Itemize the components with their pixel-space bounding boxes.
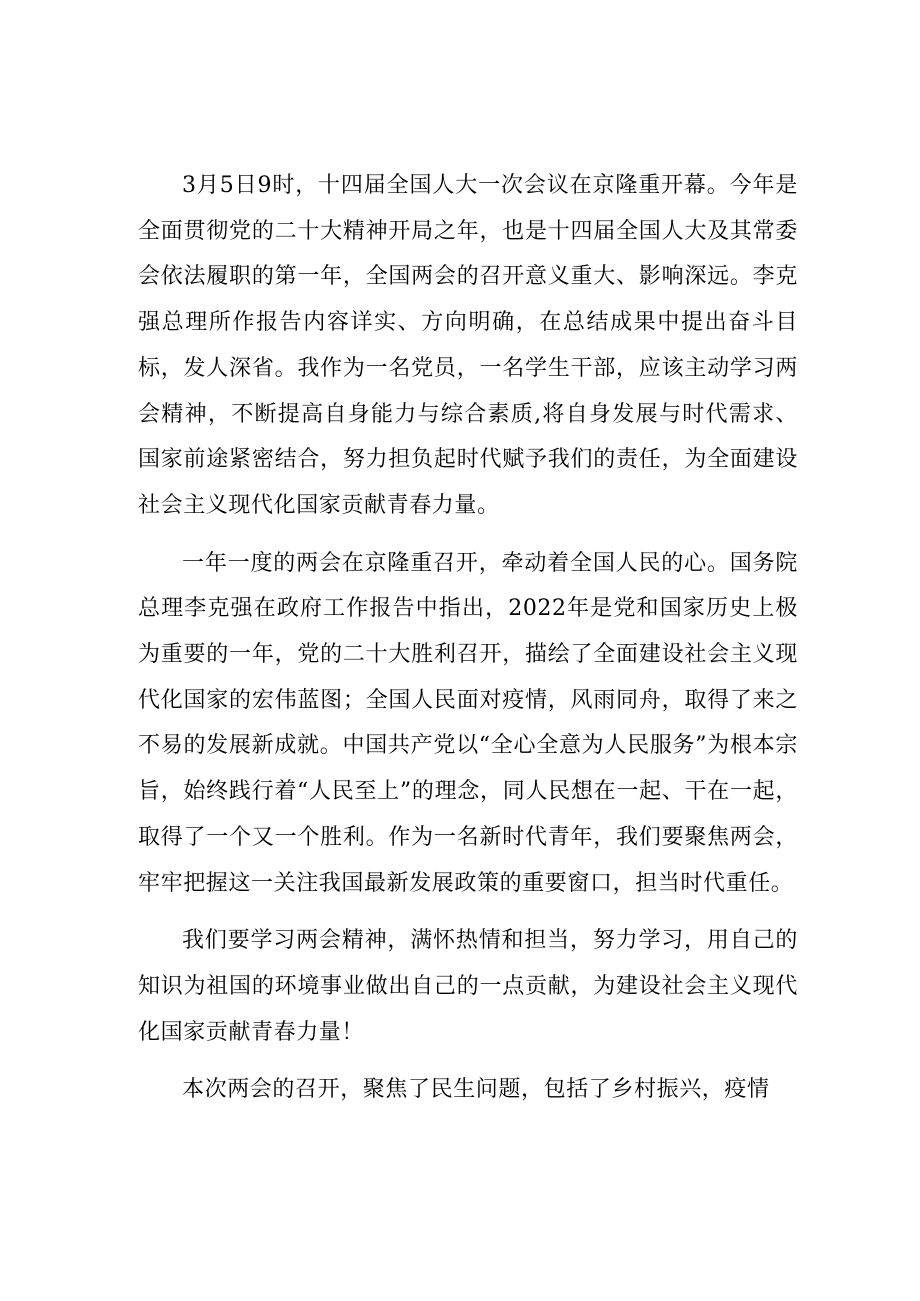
paragraph-4: 本次两会的召开，聚焦了民生问题，包括了乡村振兴，疫情: [182, 1077, 770, 1103]
paragraph-1: 3月5日9时，十四届全国人大一次会议在京隆重开幕。今年是全面贯彻党的二十大精神开局之年，也是十四届全国人大及其常委会依法履职的第一年，全国两会的召开意义重大、影响深远。李克强总理所作报告内容详实、方向明确，在总结成果中提出奋斗目标，发人深省。我作为一名党员，一名学生干部，应该主动学习两会精神，不断提高自身能力与综合素质,将自身发展与时代需求、国家前途紧密结合，努力担负起时代赋予我们的责任，为全面建设社会主义现代化国家贡献青春力量。: [138, 173, 798, 518]
document-page: [138, 163, 798, 1113]
paragraph-3: 我们要学习两会精神，满怀热情和担当，努力学习，用自己的知识为祖国的环境事业做出自己的一点贡献，为建设社会主义现代化国家贡献青春力量！: [138, 928, 798, 1045]
paragraph-2: 一年一度的两会在京隆重召开，牵动着全国人民的心。国务院总理李克强在政府工作报告中指出，2022年是党和国家历史上极为重要的一年，党的二十大胜利召开，描绘了全面建设社会主义现代化国家的宏伟蓝图；全国人民面对疫情，风雨同舟，取得了来之不易的发展新成就。中国共产党以“全心全意为人民服务”为根本宗旨，始终践行着“人民至上”的理念，同人民想在一起、干在一起，取得了一个又一个胜利。作为一名新时代青年，我们要聚焦两会，牢牢把握这一关注我国最新发展政策的重要窗口，担当时代重任。: [138, 550, 798, 896]
